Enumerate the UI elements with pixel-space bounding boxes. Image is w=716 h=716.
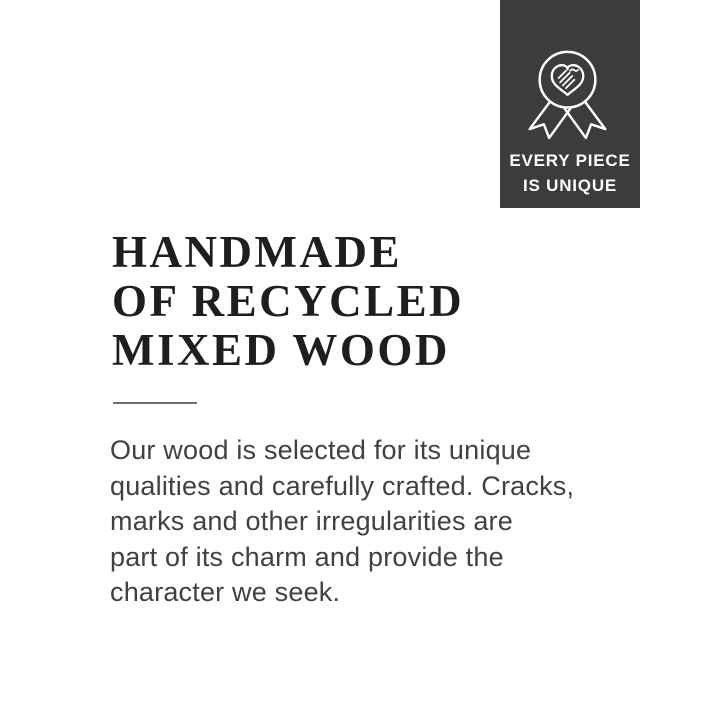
heading-line: OF RECYCLED (112, 276, 465, 326)
unique-badge (500, 0, 640, 208)
badge-line: EVERY PIECE (509, 151, 631, 170)
description-line: character we seek. (110, 577, 341, 607)
heading-line: HANDMADE (112, 227, 402, 277)
description-line: marks and other irregularities are (110, 506, 513, 536)
handmade-medal-icon (515, 44, 620, 149)
page-title (112, 228, 464, 375)
description-line: part of its charm and provide the (110, 541, 504, 572)
badge-line: IS UNIQUE (522, 176, 618, 195)
badge-text (500, 148, 640, 198)
description-line: qualities and carefully crafted. Cracks, (110, 470, 575, 501)
heading-line: MIXED WOOD (112, 325, 450, 375)
description-line: Our wood is selected for its unique (110, 435, 532, 465)
description-text (110, 433, 574, 611)
divider (113, 402, 197, 404)
